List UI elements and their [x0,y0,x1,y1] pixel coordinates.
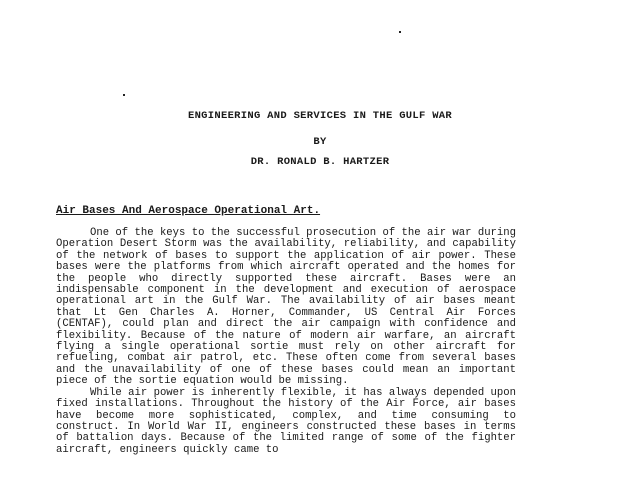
scan-speck [123,94,125,96]
body-text [56,228,516,456]
section-heading: Air Bases And Aerospace Operational Art. [56,205,321,217]
document-title: ENGINEERING AND SERVICES IN THE GULF WAR [187,110,453,122]
paragraph: While air power is inherently flexible, it has always depended upon fixed installations. Throughout the history of the Air Force, air bases have become more sophisticated, complex, and time consuming to construct. In World War II, engineers constructed these bases in terms of battalion days. Because of the limited range of some of the fighter aircraft, engineers quickly came to [56,386,516,456]
paragraph: One of the keys to the successful prosecution of the air war during Operation Desert Storm was the availability, reliability, and capability of the network of bases to support the application of air power. These bases were the platforms from which aircraft operated and the homes for the people who directly supported these aircraft. Bases were an indispensable component in the development and execution of aerospace operational art in the Gulf War. The availability of air bases meant that Lt Gen Charles A. Horner, Commander, US Central Air Forces (CENTAF), could plan and direct the air campaign with confidence and flexibility. Because of the nature of modern air warfare, an aircraft flying a single operational sortie must rely on other aircraft for refueling, combat air patrol, etc. These often come from several bases and the unavailability of one of these bases could mean an important piece of the sortie equation would be missing. [56,227,516,388]
author-name: DR. RONALD B. HARTZER [250,156,390,168]
byline-by: BY [313,136,327,148]
scan-speck [399,31,401,33]
